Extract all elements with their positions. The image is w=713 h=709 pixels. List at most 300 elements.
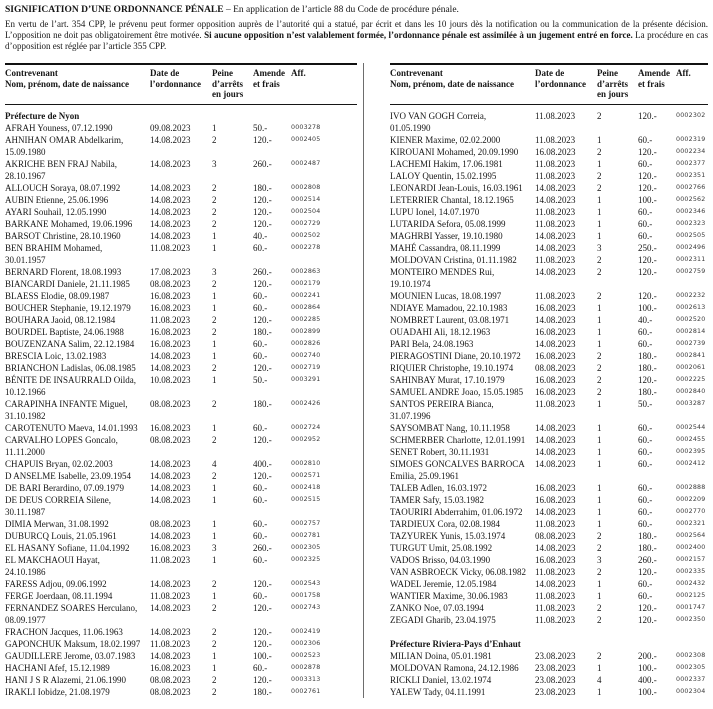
table-row [390,398,708,422]
row-name [390,146,535,158]
row-aff-number: 0002502 [291,231,321,239]
row-name-line1: AYARI Souhail, 12.05.1990 [5,206,107,217]
row-arrest-days: 2 [212,686,217,697]
row-aff-number: 0003287 [676,399,706,407]
table-row [5,278,357,290]
row-aff-number: 0002544 [676,423,706,431]
row-fine-amount: 60.- [253,350,268,361]
row-fine-amount: 120.- [253,218,272,229]
table-row [5,530,357,542]
row-name-line1: ALLOUCH Soraya, 08.07.1992 [5,182,121,193]
table-row [390,674,708,686]
table-row [390,302,708,314]
row-name-line1: SENET Robert, 30.11.1931 [390,446,490,457]
row-aff-number: 0002305 [291,543,321,551]
row-aff-number: 0002826 [291,339,321,347]
section-title: Préfecture Riviera-Pays d’Enhaut [390,638,521,649]
row-aff-number: 0002743 [291,603,321,611]
row-fine-amount: 60.- [638,434,653,445]
row-name-line1: KIENER Maxime, 02.02.2000 [390,134,501,145]
row-arrest-days: 1 [212,662,217,673]
row-order-date: 14.08.2023 [535,446,576,457]
table-row [5,638,357,650]
row-aff-number: 0002306 [291,639,321,647]
row-order-date: 14.08.2023 [535,182,576,193]
row-name [390,542,535,554]
row-name-line1: BOURDEL Baptiste, 24.06.1988 [5,326,124,337]
row-name-line1: RICKLI Daniel, 13.02.1974 [390,674,492,685]
row-order-date: 16.08.2023 [535,374,576,385]
table-row [5,590,357,602]
row-fine-amount: 120.- [638,374,657,385]
row-name-line1: EL HASANY Sofiane, 11.04.1992 [5,542,130,553]
row-fine-amount: 120.- [638,170,657,181]
row-arrest-days: 2 [597,266,602,277]
row-fine-amount: 180.- [638,362,657,373]
row-order-date: 11.08.2023 [535,206,576,217]
row-name [5,242,150,266]
row-name-line1: BEN BRAHIM Mohamed, [5,242,103,253]
row-arrest-days: 2 [212,194,217,205]
row-name [5,590,150,602]
row-name [5,578,150,590]
row-name [5,290,150,302]
row-fine-amount: 60.- [253,530,268,541]
row-name-line1: TAMER Safy, 15.03.1982 [390,494,484,505]
row-fine-amount: 180.- [638,386,657,397]
row-fine-amount: 60.- [638,578,653,589]
table-row [390,602,708,614]
row-name [5,230,150,242]
row-name-line1: SCHMERBER Charlotte, 12.01.1991 [390,434,526,445]
table-row [390,362,708,374]
row-fine-amount: 120.- [253,278,272,289]
row-fine-amount: 60.- [638,518,653,529]
row-aff-number: 0002337 [676,675,706,683]
table-row [5,122,357,134]
row-aff-number: 0002311 [676,255,706,263]
row-name [5,542,150,554]
row-name-line1: TAZYUREK Yunis, 15.03.1974 [390,530,506,541]
row-name-line1: AKRICHE BEN FRAJ Nabila, [5,158,117,169]
row-arrest-days: 1 [212,494,217,505]
table-row [390,554,708,566]
row-name [390,398,535,422]
row-aff-number: 0002840 [676,387,706,395]
row-arrest-days: 2 [212,674,217,685]
table-row [390,338,708,350]
row-name [5,182,150,194]
row-fine-amount: 60.- [638,422,653,433]
row-order-date: 14.08.2023 [535,458,576,469]
row-arrest-days: 1 [212,518,217,529]
table-row [390,386,708,398]
row-fine-amount: 180.- [253,398,272,409]
header-col-peine: Peine d’arrêts en jours [212,68,244,99]
table-row [5,482,357,494]
row-name-line1: DUBURCQ Louis, 21.05.1961 [5,530,117,541]
row-name [5,158,150,182]
row-name-line1: BIANCARDI Daniele, 21.11.1985 [5,278,130,289]
table-row [390,314,708,326]
row-arrest-days: 2 [597,542,602,553]
row-name [390,170,535,182]
row-fine-amount: 120.- [638,254,657,265]
row-aff-number: 0002841 [676,351,706,359]
row-order-date: 14.08.2023 [535,266,576,277]
row-name [390,158,535,170]
row-fine-amount: 120.- [638,566,657,577]
row-order-date: 11.08.2023 [535,134,576,145]
row-order-date: 10.08.2023 [150,374,191,385]
row-order-date: 08.08.2023 [535,362,576,373]
header-contrevenant-line1: Contrevenant [390,68,443,78]
table-row [5,158,357,182]
row-name-line1: KIROUANI Mohamed, 20.09.1990 [390,146,519,157]
row-name-line1: VAN ASBROECK Vicky, 06.08.1982 [390,566,527,577]
row-order-date: 08.08.2023 [150,518,191,529]
table-row [5,206,357,218]
row-fine-amount: 60.- [253,302,268,313]
row-arrest-days: 1 [212,530,217,541]
row-order-date: 11.08.2023 [535,254,576,265]
row-name [390,482,535,494]
row-order-date: 16.08.2023 [535,146,576,157]
row-fine-amount: 60.- [638,206,653,217]
row-order-date: 11.08.2023 [150,638,191,649]
row-name-line1: IVO VAN GOGH Correia, [390,110,487,121]
row-fine-amount: 60.- [638,230,653,241]
table-row [5,662,357,674]
row-name [5,218,150,230]
row-order-date: 14.08.2023 [150,158,191,169]
row-name [390,506,535,518]
row-name-line2: 24.10.1986 [5,566,46,577]
row-name [390,614,535,626]
row-name-line2: 11.11.2000 [5,446,45,457]
row-arrest-days: 1 [212,590,217,601]
row-order-date: 23.08.2023 [535,686,576,697]
header-col-contrevenant [5,68,150,89]
table-row [390,662,708,674]
row-name [390,254,535,266]
row-name [390,518,535,530]
row-name-line2: 08.09.1977 [5,614,46,625]
row-name-line1: BOUHARA Jaoid, 08.12.1984 [5,314,116,325]
row-aff-number: 0002729 [291,219,321,227]
row-name [390,674,535,686]
intro-text-after: La procédure en cas d’opposition est réglée par l’article 355 CPP. [5,30,708,51]
row-name [5,326,150,338]
table-row [390,686,708,698]
row-fine-amount: 60.- [638,446,653,457]
row-fine-amount: 60.- [253,290,268,301]
row-aff-number: 0002225 [676,375,706,383]
row-arrest-days: 2 [212,326,217,337]
row-aff-number: 0002759 [676,267,706,275]
row-order-date: 16.08.2023 [150,338,191,349]
table-row [390,446,708,458]
table-row [390,326,708,338]
row-aff-number: 0002487 [291,159,321,167]
row-arrest-days: 2 [597,530,602,541]
row-arrest-days: 1 [597,302,602,313]
row-order-date: 14.08.2023 [150,230,191,241]
row-arrest-days: 3 [212,266,217,277]
row-arrest-days: 2 [597,146,602,157]
row-name [5,374,150,398]
row-name [5,194,150,206]
row-order-date: 16.08.2023 [150,422,191,433]
row-name [390,266,535,290]
table-row [5,218,357,230]
row-fine-amount: 260.- [253,542,272,553]
row-aff-number: 0002405 [291,135,321,143]
row-aff-number: 0002323 [676,219,706,227]
row-name [5,470,150,482]
row-fine-amount: 100.- [638,686,657,697]
row-order-date: 16.08.2023 [150,302,191,313]
row-name [390,446,535,458]
row-arrest-days: 1 [597,506,602,517]
row-aff-number: 0002781 [291,531,321,539]
row-arrest-days: 1 [597,338,602,349]
row-aff-number: 0002504 [291,207,321,215]
row-arrest-days: 2 [597,566,602,577]
row-aff-number: 0002241 [291,291,321,299]
row-aff-number: 0002335 [676,567,706,575]
row-name-line1: BARSOT Christine, 28.10.1960 [5,230,121,241]
row-aff-number: 0002562 [676,195,706,203]
table-row [5,674,357,686]
table-row [390,434,708,446]
row-arrest-days: 2 [597,290,602,301]
row-name [390,182,535,194]
row-aff-number: 0002400 [676,543,706,551]
row-name [5,686,150,698]
row-order-date: 23.08.2023 [535,674,576,685]
row-order-date: 14.08.2023 [150,206,191,217]
row-order-date: 14.08.2023 [535,242,576,253]
table-row [390,542,708,554]
table-row [390,254,708,266]
row-aff-number: 0002304 [676,687,706,695]
row-aff-number: 0002761 [291,687,321,695]
row-fine-amount: 120.- [253,470,272,481]
row-aff-number: 0002899 [291,327,321,335]
row-name-line1: LALOY Quentin, 15.02.1995 [390,170,497,181]
row-arrest-days: 2 [212,398,217,409]
table-row [390,422,708,434]
table-row [5,398,357,422]
row-fine-amount: 260.- [638,554,657,565]
row-order-date: 11.08.2023 [150,242,191,253]
row-fine-amount: 260.- [253,158,272,169]
row-aff-number: 0002740 [291,351,321,359]
header-contrevenant-line2: Nom, prénom, date de naissance [5,78,129,89]
row-name [5,350,150,362]
row-name [390,362,535,374]
row-order-date: 14.08.2023 [150,470,191,481]
row-name-line1: TURGUT Umit, 25.08.1992 [390,542,493,553]
row-fine-amount: 60.- [638,482,653,493]
row-name-line2: 31.10.1982 [5,410,46,421]
row-name [5,662,150,674]
header-contrevenant-line1: Contrevenant [5,68,58,78]
row-arrest-days: 1 [597,434,602,445]
row-aff-number: 0002346 [676,207,706,215]
row-arrest-days: 1 [212,290,217,301]
row-fine-amount: 180.- [253,686,272,697]
row-name-line1: OUADAHI Ali, 18.12.1963 [390,326,491,337]
row-fine-amount: 120.- [638,602,657,613]
row-order-date: 16.08.2023 [535,350,576,361]
row-name-line1: CARAPINHA INFANTE Miguel, [5,398,128,409]
row-fine-amount: 120.- [253,434,272,445]
table-row [390,494,708,506]
row-order-date: 14.08.2023 [535,578,576,589]
row-fine-amount: 60.- [253,242,268,253]
row-order-date: 08.08.2023 [150,434,191,445]
row-arrest-days: 1 [597,494,602,505]
header-col-aff: Aff. [676,68,691,78]
row-arrest-days: 2 [212,278,217,289]
row-arrest-days: 1 [212,374,217,385]
row-name [5,518,150,530]
row-aff-number: 0002308 [676,651,706,659]
row-aff-number: 0002302 [676,111,706,119]
row-fine-amount: 100.- [638,662,657,673]
row-aff-number: 0002564 [676,531,706,539]
row-name-line1: CAROTENUTO Maeva, 14.01.1993 [5,422,138,433]
penal-order-table-left [5,63,357,698]
row-name-line1: SIMOES GONCALVES BARROCA [390,458,525,469]
row-fine-amount: 120.- [253,134,272,145]
column-divider-rule [363,63,364,698]
row-aff-number: 0002739 [676,339,706,347]
row-arrest-days: 1 [597,206,602,217]
row-fine-amount: 60.- [638,338,653,349]
row-arrest-days: 1 [597,458,602,469]
row-fine-amount: 60.- [638,218,653,229]
row-fine-amount: 60.- [638,590,653,601]
row-name [5,530,150,542]
row-order-date: 11.08.2023 [535,170,576,181]
row-order-date: 08.08.2023 [150,398,191,409]
row-aff-number: 0002209 [676,495,706,503]
row-arrest-days: 4 [212,458,217,469]
row-name-line1: SAMUEL ANDRE Joao, 15.05.1985 [390,386,524,397]
row-order-date: 16.08.2023 [150,290,191,301]
row-aff-number: 0002157 [676,555,706,563]
row-arrest-days: 3 [212,542,217,553]
row-name [390,662,535,674]
table-row [390,242,708,254]
table-row [390,266,708,290]
header-col-date: Date de l’ordonnance [150,68,202,89]
document-title-bold: SIGNIFICATION D’UNE ORDONNANCE PÉNALE [5,5,224,15]
row-aff-number: 0002061 [676,363,706,371]
row-fine-amount: 60.- [638,458,653,469]
row-name [5,206,150,218]
intro-text-before: En vertu de l’art. 354 CPP, le prévenu peut former opposition auprès de l’autorité qui a statué, par écrit et dans les 10 jours dès la notification ou la communication de la présente décision. L’opposition ne doit pas obligatoirement être motivée. [5,19,708,40]
row-name-line1: BOUCHER Stephanie, 19.12.1979 [5,302,131,313]
row-name [5,434,150,458]
row-name-line1: WADEL Jeremie, 12.05.1984 [390,578,497,589]
row-aff-number: 0003278 [291,123,321,131]
row-name [390,566,535,578]
row-aff-number: 0002808 [291,183,321,191]
row-name-line1: MAGHRBI Yasser, 19.10.1980 [390,230,503,241]
row-name-line1: BARKANE Mohamed, 19.06.1996 [5,218,133,229]
row-aff-number: 0002770 [676,507,706,515]
row-fine-amount: 120.- [253,602,272,613]
table-row [390,218,708,230]
row-arrest-days: 2 [212,602,217,613]
row-name [390,590,535,602]
row-name-line1: GAUDILLERE Jerome, 03.07.1983 [5,650,136,661]
header-col-contrevenant [390,68,535,89]
row-aff-number: 0002319 [676,135,706,143]
table-row [5,182,357,194]
row-arrest-days: 1 [597,314,602,325]
row-name [5,674,150,686]
row-order-date: 11.08.2023 [535,110,576,121]
table-row [5,362,357,374]
section-title: Préfecture de Nyon [5,110,80,121]
row-fine-amount: 400.- [253,458,272,469]
row-fine-amount: 100.- [638,194,657,205]
row-aff-number: 0002810 [291,459,321,467]
row-name-line1: MAHÉ Cassandra, 08.11.1999 [390,242,501,253]
row-arrest-days: 2 [212,314,217,325]
row-arrest-days: 1 [597,326,602,337]
row-name-line1: HACHANI Afef, 15.12.1989 [5,662,110,673]
row-order-date: 14.08.2023 [535,230,576,241]
row-name [390,218,535,230]
row-name [390,578,535,590]
table-row [5,542,357,554]
header-contrevenant-line2: Nom, prénom, date de naissance [390,78,514,89]
row-name-line1: IRAKLI Iobidze, 21.08.1979 [5,686,110,697]
row-arrest-days: 2 [597,182,602,193]
row-aff-number: 0002514 [291,195,321,203]
row-arrest-days: 1 [597,662,602,673]
row-fine-amount: 260.- [253,266,272,277]
row-fine-amount: 60.- [253,554,268,565]
table-row [390,458,708,482]
row-order-date: 14.08.2023 [535,194,576,205]
row-order-date: 14.08.2023 [150,134,191,145]
row-order-date: 08.08.2023 [150,686,191,697]
row-arrest-days: 1 [212,350,217,361]
row-name [390,206,535,218]
row-name [5,278,150,290]
row-aff-number: 0002125 [676,591,706,599]
row-aff-number: 0002952 [291,435,321,443]
row-aff-number: 0002613 [676,303,706,311]
row-fine-amount: 60.- [253,518,268,529]
row-name [390,530,535,542]
table-row [5,518,357,530]
header-col-aff: Aff. [291,68,306,78]
row-name-line1: HANI J S R Alazemi, 21.06.1990 [5,674,126,685]
row-name [5,302,150,314]
row-name [390,554,535,566]
table-row [390,350,708,362]
row-arrest-days: 2 [212,206,217,217]
row-order-date: 11.08.2023 [535,590,576,601]
